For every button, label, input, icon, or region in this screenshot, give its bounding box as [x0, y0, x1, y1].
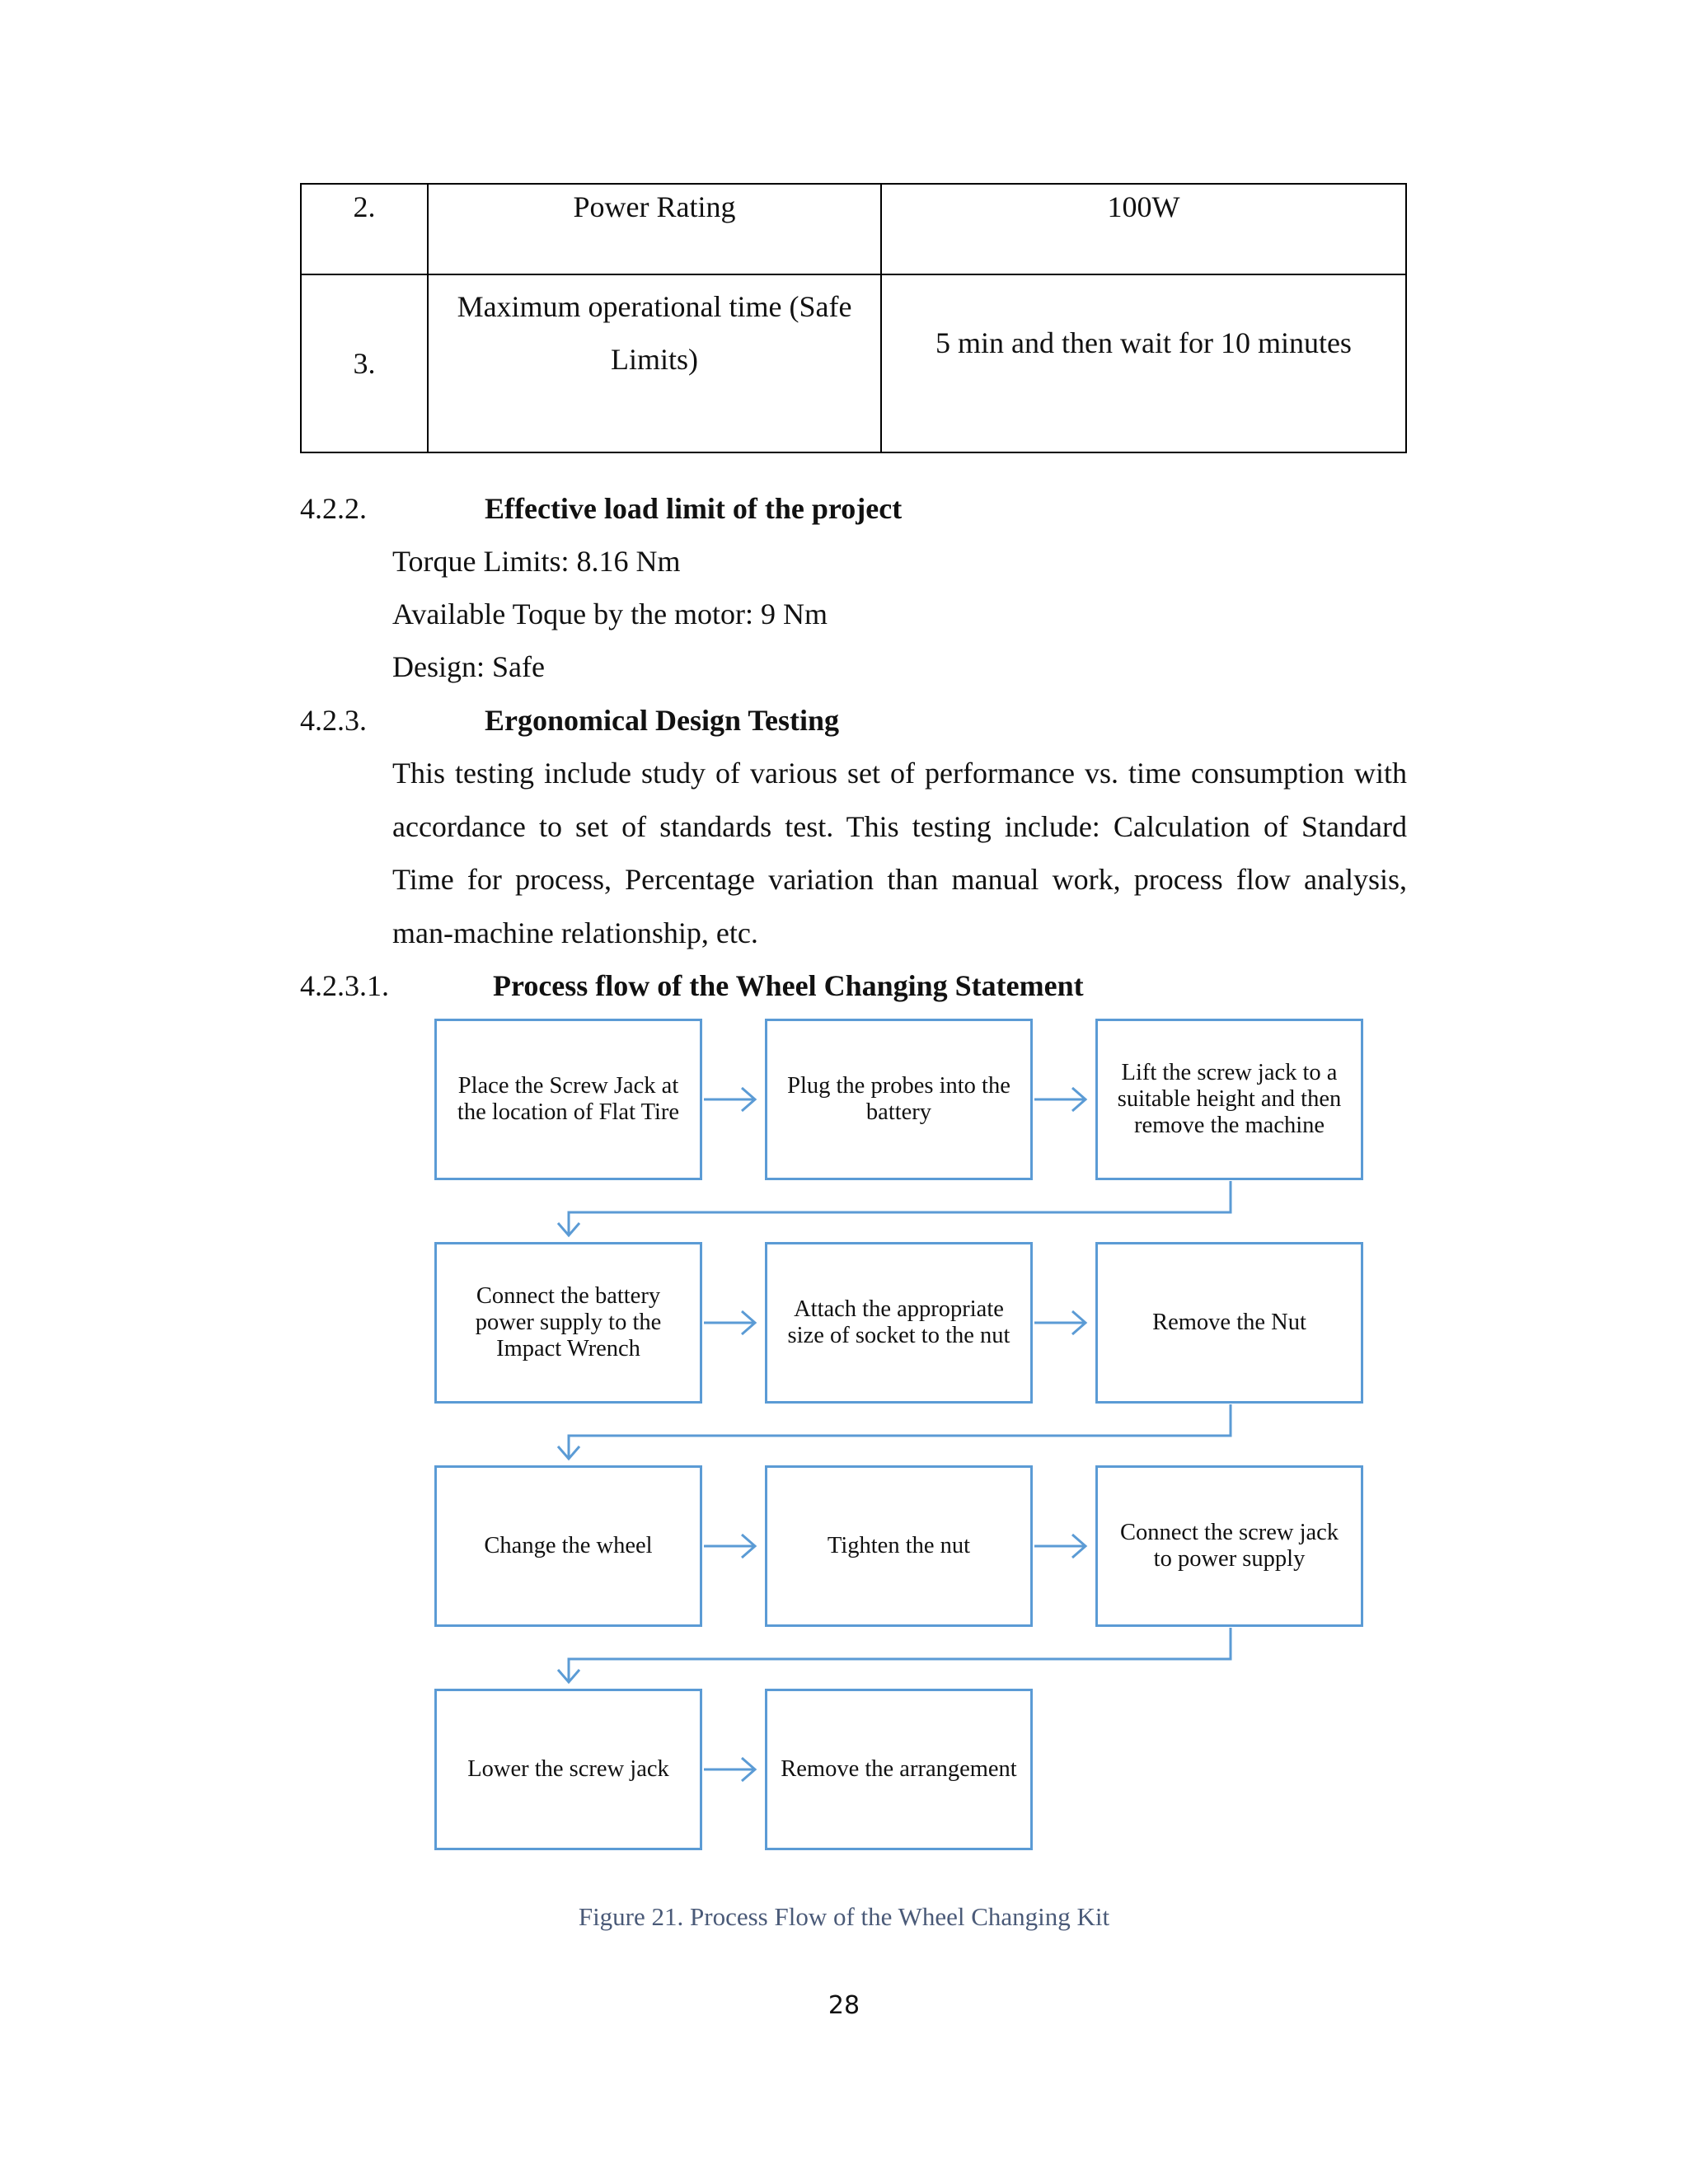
flow-step: Remove the Nut [1095, 1242, 1363, 1404]
flow-step: Attach the appropriate size of socket to the nut [765, 1242, 1033, 1404]
flow-step: Tighten the nut [765, 1465, 1033, 1627]
row-parameter: Maximum operational time (Safe Limits) [428, 274, 881, 452]
flow-step: Connect the screw jack to power supply [1095, 1465, 1363, 1627]
flow-step: Connect the battery power supply to the Impact Wrench [434, 1242, 702, 1404]
section-title: Effective load limit of the project [485, 492, 903, 525]
text-line: Design: Safe [392, 650, 545, 683]
text-line: Available Toque by the motor: 9 Nm [392, 598, 828, 630]
text-line: Torque Limits: 8.16 Nm [392, 545, 681, 578]
row-value: 5 min and then wait for 10 minutes [881, 274, 1406, 452]
flow-step: Change the wheel [434, 1465, 702, 1627]
flow-step: Lower the screw jack [434, 1689, 702, 1850]
flow-step: Lift the screw jack to a suitable height and then remove the machine [1095, 1019, 1363, 1180]
page-number: 28 [828, 1991, 860, 2020]
row-number: 2. [301, 184, 428, 274]
section-number: 4.2.3. [300, 704, 367, 737]
row-parameter: Power Rating [428, 184, 881, 274]
figure-caption: Figure 21. Process Flow of the Wheel Changing Kit [578, 1902, 1110, 1931]
flow-step: Remove the arrangement [765, 1689, 1033, 1850]
section-title: Process flow of the Wheel Changing Statement [493, 969, 1084, 1002]
section-number: 4.2.3.1. [300, 969, 389, 1002]
row-number: 3. [301, 274, 428, 452]
section-title: Ergonomical Design Testing [485, 704, 840, 737]
flow-step: Place the Screw Jack at the location of Flat Tire [434, 1019, 702, 1180]
body-paragraph: This testing include study of various set of performance vs. time consumption with accordance to set of standards test. This testing include: Calculation of Standard Time for process, Percentage variation than manual work, process flow analysis, man-machine relationship, etc. [392, 757, 1407, 949]
section-number: 4.2.2. [300, 492, 367, 525]
flow-step: Plug the probes into the battery [765, 1019, 1033, 1180]
row-value: 100W [881, 184, 1406, 274]
